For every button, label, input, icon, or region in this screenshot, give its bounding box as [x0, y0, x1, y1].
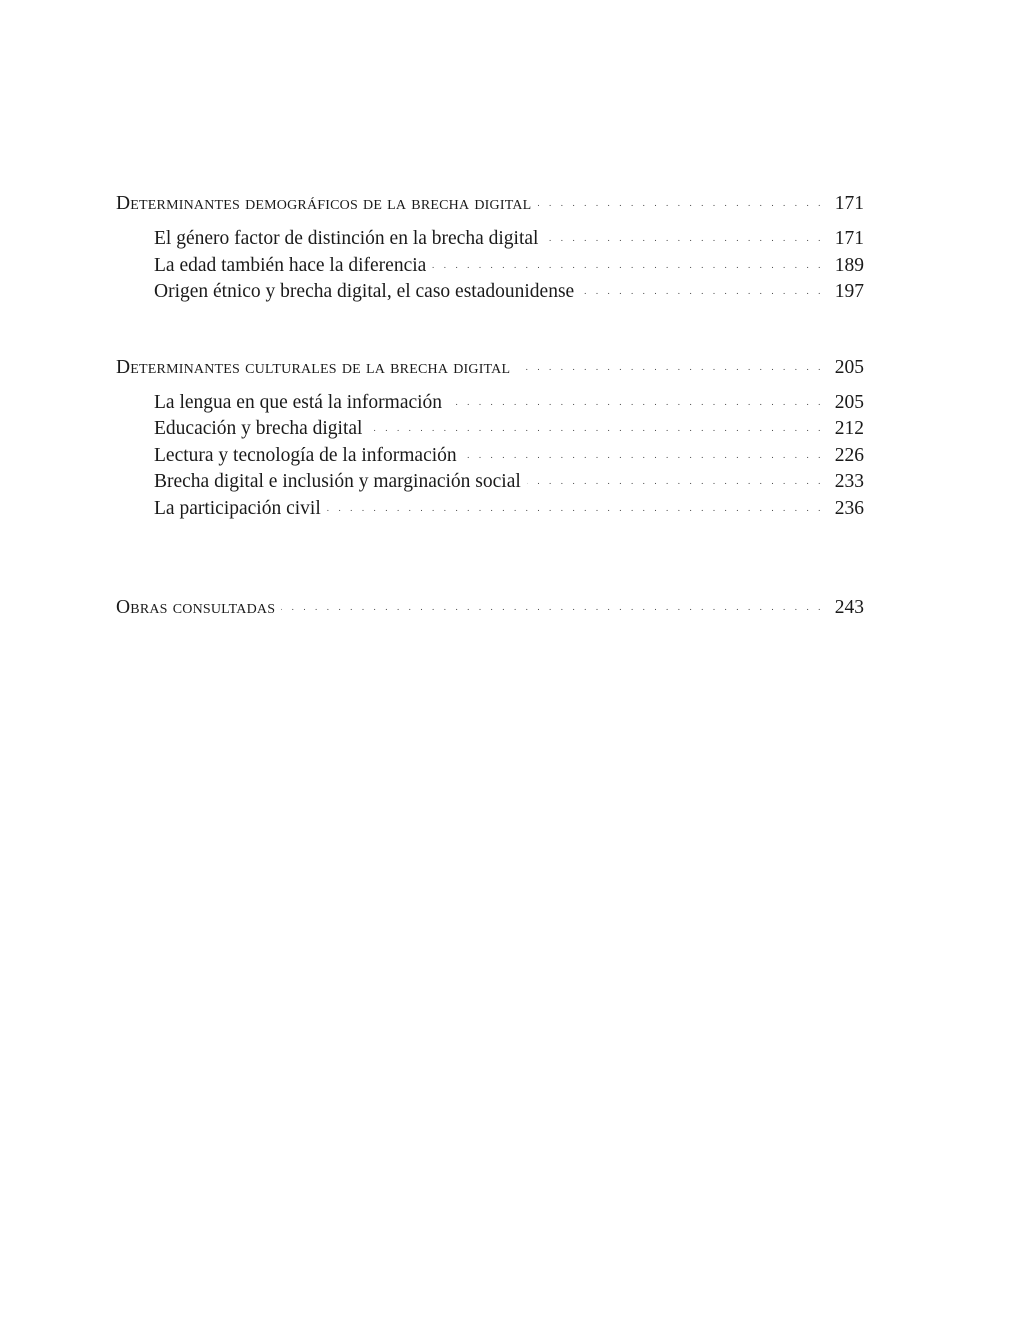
toc-entry[interactable] — [116, 497, 864, 524]
dot-leader — [544, 226, 824, 251]
toc-page-number: 205 — [834, 391, 864, 413]
toc-entry-title: El género factor de distinción en la brecha digital — [154, 228, 539, 249]
dot-leader — [327, 496, 824, 521]
dot-leader — [516, 354, 824, 380]
toc-page-number: 236 — [834, 497, 864, 519]
toc-entry-title: Origen étnico y brecha digital, el caso estadounidense — [154, 281, 575, 302]
toc-entry-title: La edad también hace la diferencia — [154, 254, 427, 276]
toc-section-title: Obras consultadas — [116, 597, 276, 618]
toc-entry[interactable] — [116, 227, 864, 254]
toc-section-title: Determinantes culturales de la brecha digital — [116, 356, 511, 378]
toc-entry[interactable] — [116, 391, 864, 418]
toc-page-number: 197 — [834, 281, 864, 302]
toc-entry[interactable] — [116, 470, 864, 497]
dot-leader — [463, 443, 824, 468]
toc-entry-title: Lectura y tecnología de la información — [154, 444, 457, 466]
toc-page-number: 189 — [834, 254, 864, 276]
toc-page-number: 171 — [834, 193, 864, 214]
toc-entry-title: La lengua en que está la información — [154, 391, 443, 413]
toc-section-heading[interactable] — [116, 355, 864, 383]
toc-entry[interactable] — [116, 254, 864, 281]
toc-page-number: 212 — [834, 418, 864, 439]
dot-leader — [448, 390, 824, 415]
toc-entry-title: Educación y brecha digital — [154, 418, 363, 439]
toc-section-heading[interactable] — [116, 595, 864, 623]
table-of-contents — [116, 191, 864, 631]
toc-page-number: 171 — [834, 228, 864, 249]
toc-section-obras-consultadas — [116, 595, 864, 623]
dot-leader — [281, 594, 824, 620]
toc-page-number: 226 — [834, 444, 864, 466]
toc-entry[interactable] — [116, 280, 864, 307]
toc-section-demograficos — [116, 191, 864, 307]
toc-page-number: 205 — [834, 356, 864, 378]
dot-leader — [537, 190, 824, 216]
toc-section-culturales — [116, 355, 864, 524]
dot-leader — [527, 469, 824, 494]
toc-entry-title: Brecha digital e inclusión y marginación social — [154, 471, 521, 492]
toc-entry[interactable] — [116, 444, 864, 471]
toc-entry-title: La participación civil — [154, 497, 321, 519]
toc-page-number: 233 — [834, 471, 864, 492]
dot-leader — [368, 416, 824, 441]
dot-leader — [580, 279, 824, 304]
toc-section-title: Determinantes demográficos de la brecha digital — [116, 193, 532, 214]
toc-entry[interactable] — [116, 417, 864, 444]
toc-section-heading[interactable] — [116, 191, 864, 219]
toc-page-number: 243 — [834, 597, 864, 618]
dot-leader — [432, 253, 824, 278]
